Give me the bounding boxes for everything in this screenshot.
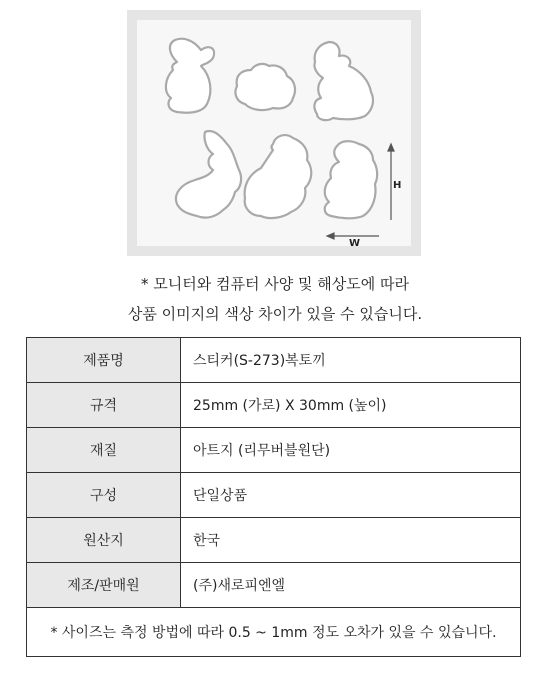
- spec-label: 원산지: [27, 518, 181, 563]
- rabbit-sticker-2: [235, 64, 295, 110]
- spec-row-size: [27, 383, 521, 428]
- spec-row-material: [27, 428, 521, 473]
- spec-value: 스티커(S-273)복토끼: [181, 338, 521, 383]
- height-label: H: [393, 180, 402, 191]
- product-image: [127, 10, 421, 256]
- width-label: W: [349, 238, 361, 249]
- spec-value: 25mm (가로) X 30mm (높이): [181, 383, 521, 428]
- spec-label: 제품명: [27, 338, 181, 383]
- spec-table: [26, 337, 521, 657]
- spec-label: 재질: [27, 428, 181, 473]
- spec-row-manufacturer: [27, 563, 521, 608]
- spec-row-composition: [27, 473, 521, 518]
- spec-row-footnote: [27, 608, 521, 657]
- spec-label: 구성: [27, 473, 181, 518]
- rabbit-stickers-illustration: [137, 20, 411, 246]
- sticker-sheet: [137, 20, 411, 249]
- spec-value: (주)새로피엔엘: [181, 563, 521, 608]
- spec-label: 제조/판매원: [27, 563, 181, 608]
- spec-value: 단일상품: [181, 473, 521, 518]
- rabbit-sticker-5: [245, 135, 312, 218]
- spec-row-product-name: [27, 338, 521, 383]
- rabbit-sticker-6: [325, 141, 377, 218]
- rabbit-sticker-4: [176, 131, 241, 218]
- rabbit-sticker-1: [166, 39, 214, 113]
- size-footnote: * 사이즈는 측정 방법에 따라 0.5 ~ 1mm 정도 오차가 있을 수 있습니다.: [27, 608, 521, 657]
- spec-value: 한국: [181, 518, 521, 563]
- notice-line-1: * 모니터와 컴퓨터 사양 및 해상도에 따라: [141, 275, 409, 293]
- notice-line-2: 상품 이미지의 색상 차이가 있을 수 있습니다.: [127, 305, 423, 323]
- rabbit-sticker-3: [314, 42, 373, 120]
- spec-row-origin: [27, 518, 521, 563]
- spec-value: 아트지 (리무버블원단): [181, 428, 521, 473]
- spec-label: 규격: [27, 383, 181, 428]
